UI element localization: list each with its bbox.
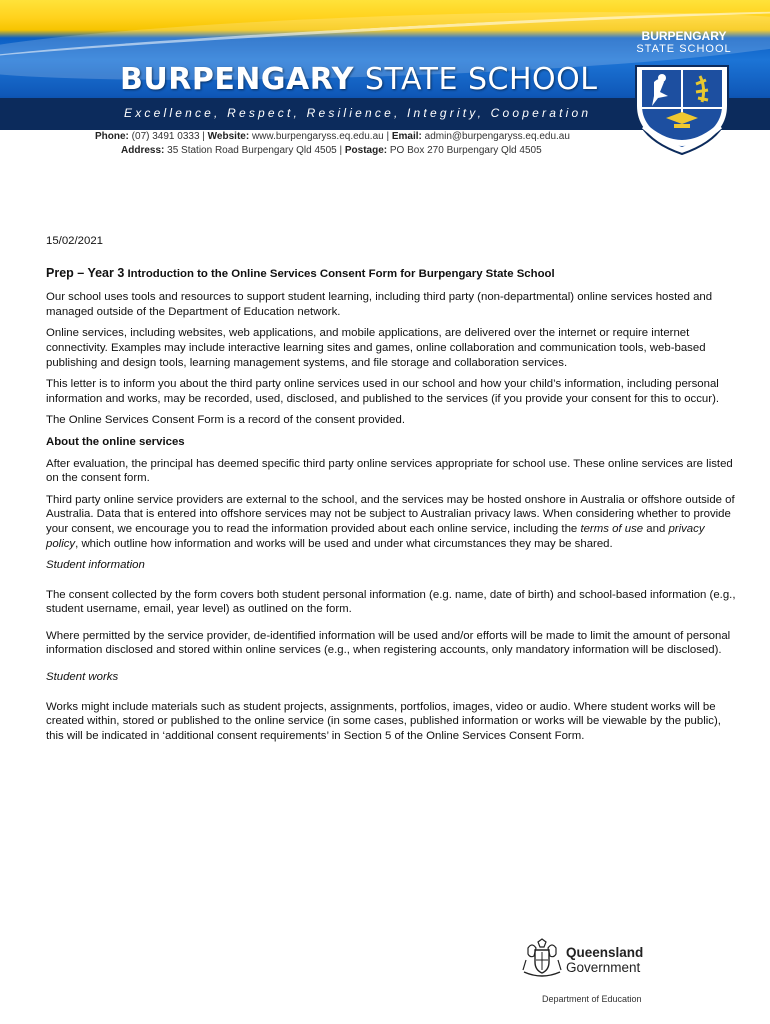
email-link[interactable]: admin@burpengaryss.eq.edu.au xyxy=(424,131,570,142)
paragraph-deidentified: Where permitted by the service provider, de-identified information will be used and/or efforts will be made to limit the amount of personal information disclosed and stored within online services (e.g., when registering accounts, only mandatory information will be disclosed). xyxy=(46,629,731,657)
address-value: 35 Station Road Burpengary Qld 4505 xyxy=(167,145,337,156)
queensland-coat-of-arms-icon xyxy=(518,938,566,978)
postage-value: PO Box 270 Burpengary Qld 4505 xyxy=(389,145,542,156)
school-motto: Excellence, Respect, Resilience, Integrity, Cooperation xyxy=(124,106,592,120)
contact-line-1: Phone: (07) 3491 0333 | Website: www.burpengaryss.eq.edu.au | Email: admin@burpengaryss.eq.edu.au xyxy=(95,131,570,142)
department-name: Department of Education xyxy=(542,994,642,1004)
heading-student-works: Student works xyxy=(46,671,119,684)
paragraph-consent-coverage: The consent collected by the form covers both student personal information (e.g. name, date of birth) and school-based information (e.g., student username, email, year level) as outlined on the form. xyxy=(46,588,736,616)
heading-student-information: Student information xyxy=(46,559,145,572)
paragraph-evaluation: After evaluation, the principal has deemed specific third party online services appropriate for school use. These online services are listed on the consent form. xyxy=(46,457,733,485)
crest-subtitle: STATE SCHOOL xyxy=(636,43,732,55)
website-label: Website: xyxy=(207,131,250,142)
crest-title: BURPENGARY xyxy=(641,29,727,43)
contact-details xyxy=(95,130,570,158)
website-link[interactable]: www.burpengaryss.eq.edu.au xyxy=(251,131,384,142)
email-label: Email: xyxy=(391,131,422,142)
paragraph-online-services: Online services, including websites, web applications, and mobile applications, are delivered over the internet or require internet connectivity. Examples may include interactive learning sites and games, online collaboration and communication tools, web-based publishing and design tools, learning management systems, and file storage and collaboration services. xyxy=(46,327,706,369)
letter-title-rest: Introduction to the Online Services Consent Form for Burpengary State School xyxy=(124,267,555,280)
letter-title xyxy=(46,266,736,282)
queensland-wordmark: Queensland xyxy=(566,945,644,960)
school-name xyxy=(120,62,597,97)
paragraph-third-party-and: and xyxy=(643,522,669,535)
paragraph-consent-record: The Online Services Consent Form is a record of the consent provided. xyxy=(46,414,405,427)
phone-label: Phone: xyxy=(95,131,129,142)
paragraph-intro: Our school uses tools and resources to support student learning, including third party (non-departmental) online services hosted and managed outside of the Department of Education network. xyxy=(46,291,713,318)
letter-body xyxy=(46,234,736,750)
contact-line-2: Address: 35 Station Road Burpengary Qld 4505 | Postage: PO Box 270 Burpengary Qld 4505 xyxy=(121,145,542,156)
paragraph-third-party-text-a: Third party online service providers are external to the school, and the services may be hosted onshore in Australia or offshore outside of Australia. Data that is entered into offshore services may not be subject to Australian privacy laws. When considering whether to provide your consent, we encourage you to read the information provided about each online service, including the xyxy=(46,493,735,535)
government-wordmark: Government xyxy=(566,960,641,975)
school-name-bold: BURPENGARY xyxy=(120,62,354,97)
privacy-policy-text: privacy policy xyxy=(46,522,705,550)
letter-title-prefix: Prep – Year 3 xyxy=(46,265,125,280)
terms-of-use-text: terms of use xyxy=(580,522,644,535)
address-label: Address: xyxy=(121,145,165,156)
phone-number: (07) 3491 0333 xyxy=(131,131,200,142)
paragraph-third-party xyxy=(46,493,736,551)
paragraph-purpose: This letter is to inform you about the third party online services used in our school and how your child’s information, including personal information and works, may be recorded, used, disclosed, and published to the services (if you provide your consent for this to occur). xyxy=(46,378,720,405)
paragraph-student-works: Works might include materials such as student projects, assignments, portfolios, images, video or audio. Where student works will be created within, stored or published to the online service (in some cases, published information or works will be viewable by the public), this will be indicated in ‘additional consent requirements’ in Section 5 of the Online Services Consent Form. xyxy=(46,700,721,742)
postage-label: Postage: xyxy=(344,145,388,156)
letter-date: 15/02/2021 xyxy=(46,235,104,247)
heading-about-online-services: About the online services xyxy=(46,435,185,448)
paragraph-third-party-text-b: , which outline how information and works will be used and under what circumstances they may be shared. xyxy=(75,537,613,550)
school-name-light: STATE SCHOOL xyxy=(364,62,598,97)
